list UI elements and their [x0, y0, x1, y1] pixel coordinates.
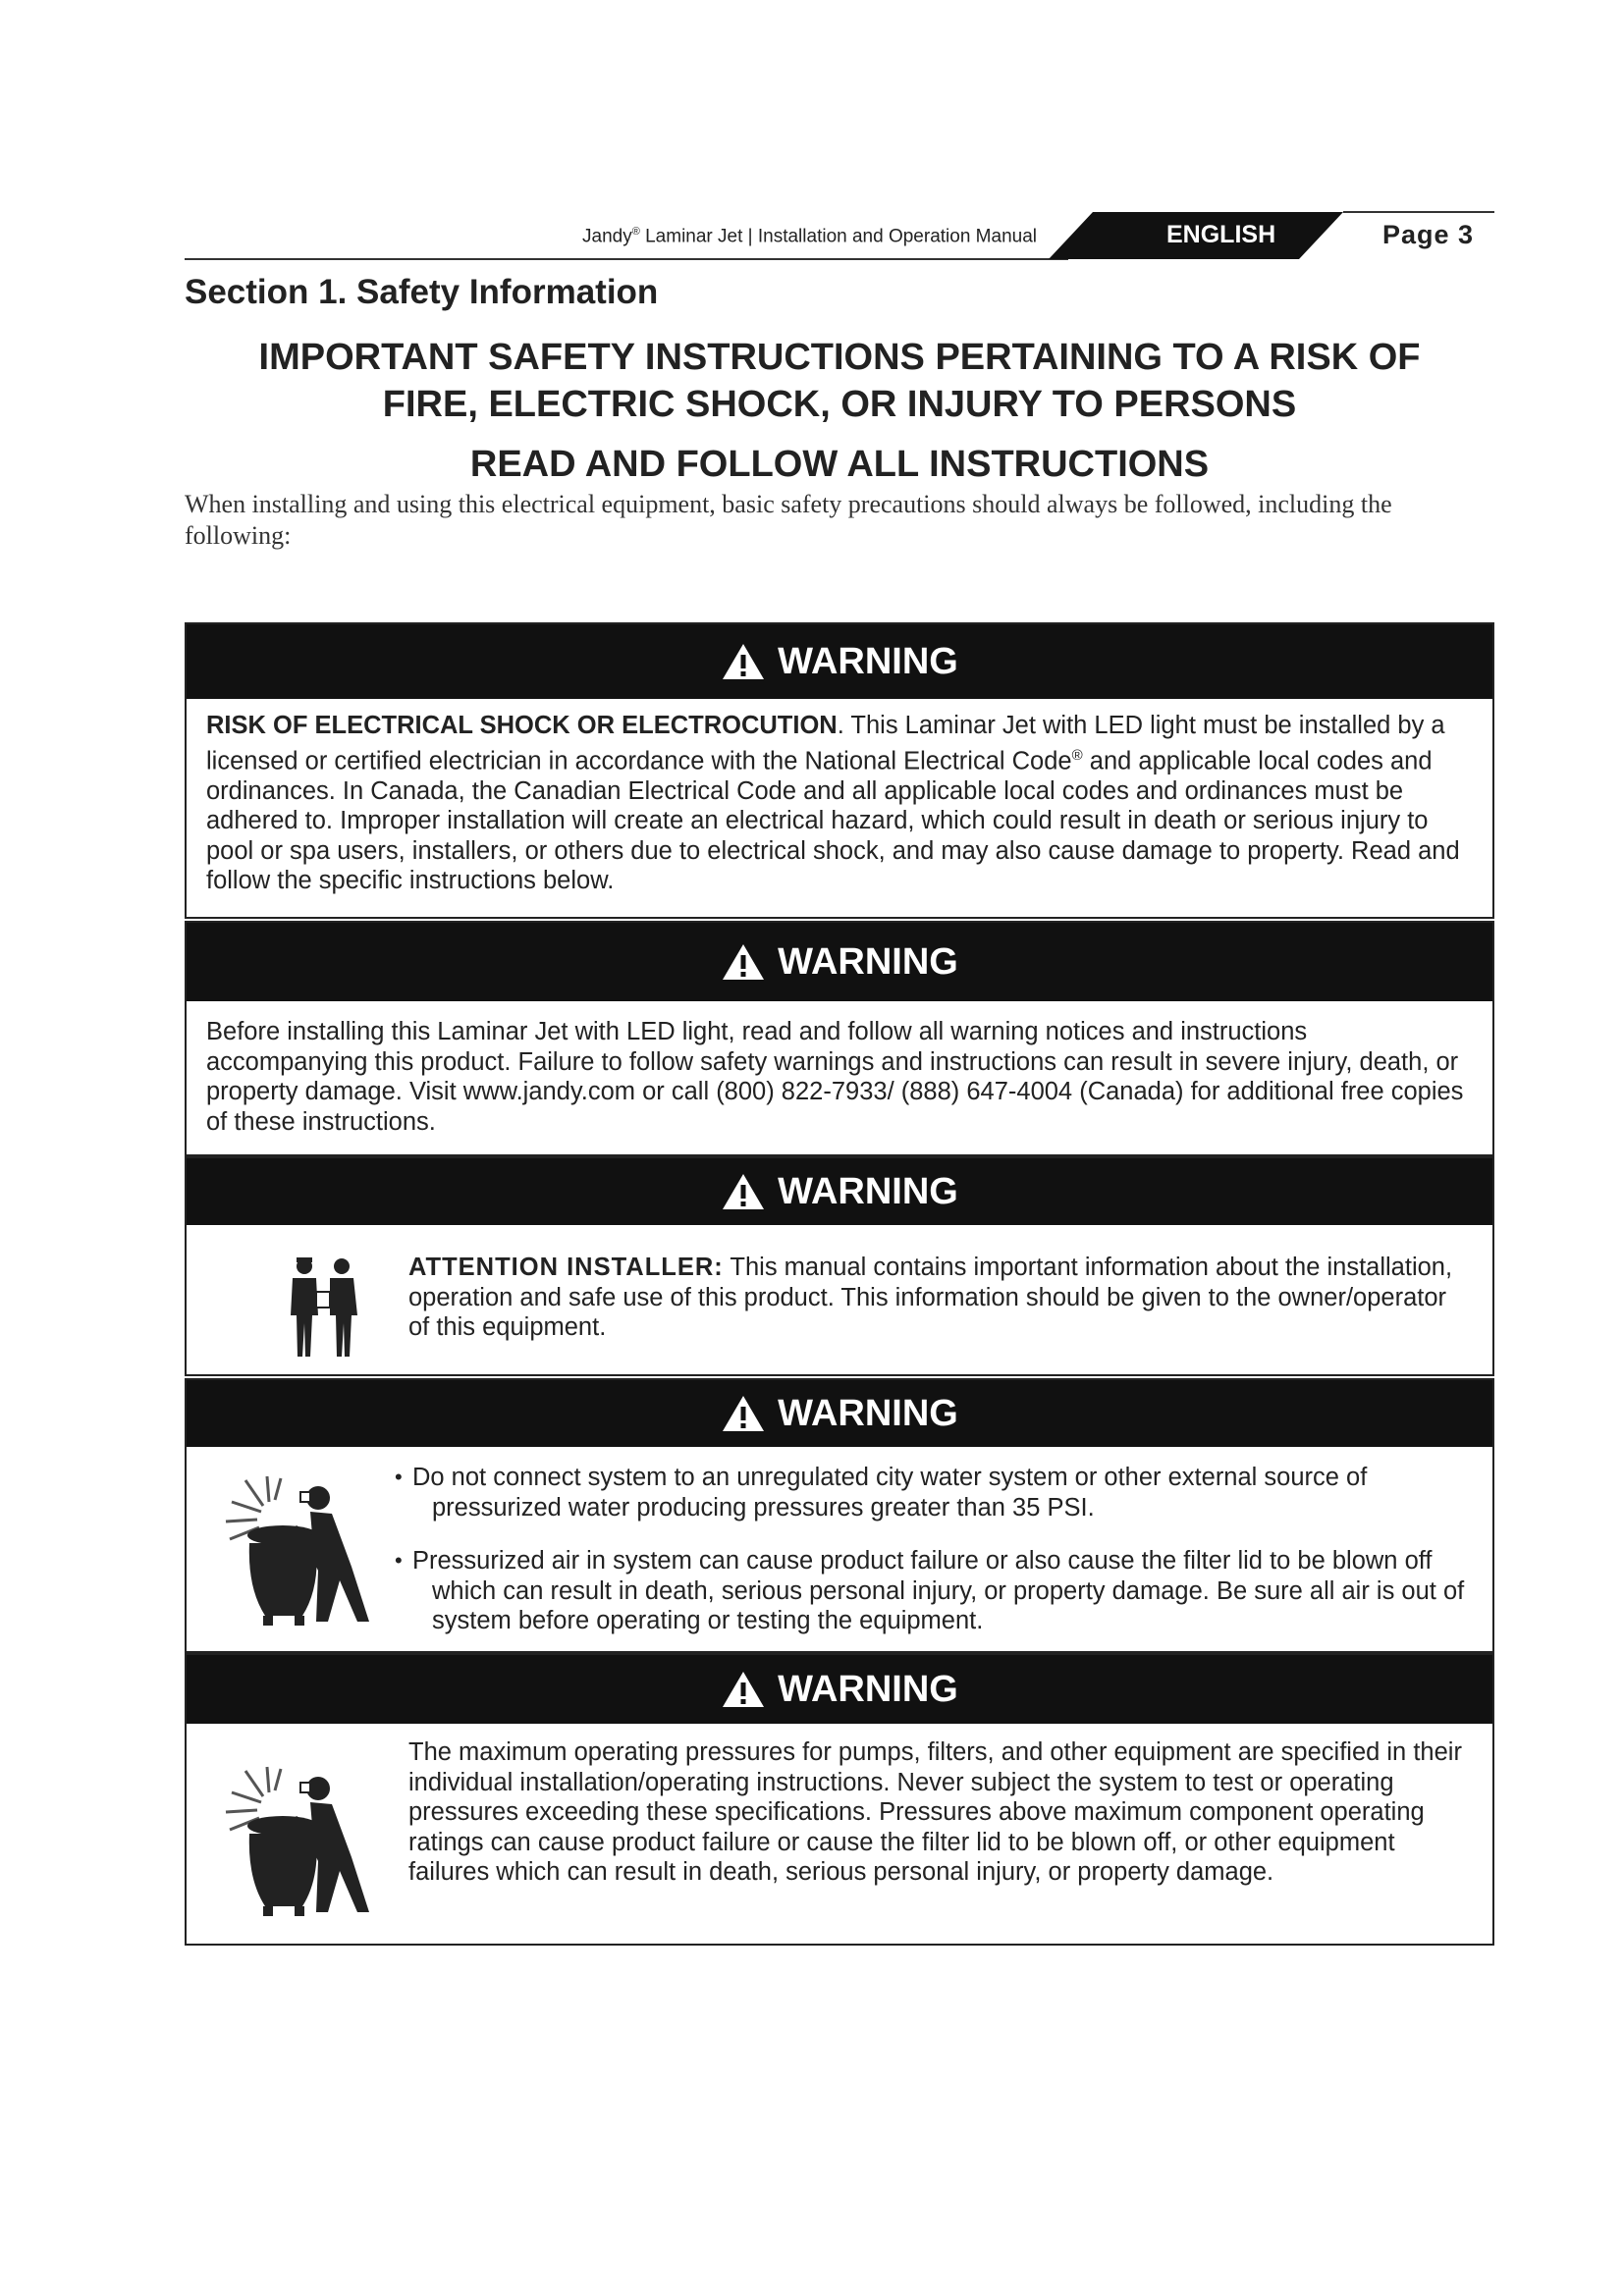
main-title [185, 334, 1494, 428]
warning-box-pressurized-water [185, 1378, 1494, 1653]
warning-box-max-pressure [185, 1653, 1494, 1946]
intro-paragraph: When installing and using this electrical equipment, basic safety precautions should always be followed, including the following: [185, 490, 1392, 550]
language-label: ENGLISH [1166, 221, 1276, 248]
warning-triangle-icon [721, 1394, 766, 1433]
warning-lead: RISK OF ELECTRICAL SHOCK OR ELECTROCUTION [206, 712, 838, 739]
warning-text-part-a: . This Laminar Jet with LED light must be installed by a licensed or certified electrician in accordance with the National Electrical Code [206, 712, 1445, 774]
warning-bullet-item: • Do not connect system to an unregulated city water system or other external source of pressurized water producing pressures greater than 35 PSI. [393, 1463, 1473, 1522]
header-manual-title [582, 226, 1037, 247]
warning-box-read-instructions [185, 921, 1494, 1156]
header-brand-mark: ® [631, 226, 640, 238]
warning-label: WARNING [778, 1668, 958, 1710]
warning-text: Before installing this Laminar Jet with LED light, read and follow all warning notices and instructions accompanying this product. Failure to follow safety warnings and instructions can result in severe injury, death, or property damage. Visit www.jandy.com or call (800) 822-7933/ (888) 647-4004 (Canada) for additional free copies of these instructions. [206, 1018, 1464, 1136]
header-brand: Jandy [582, 226, 632, 247]
main-title-line-1: IMPORTANT SAFETY INSTRUCTIONS PERTAINING TO A RISK OF [258, 337, 1421, 378]
warning-label: WARNING [778, 640, 958, 682]
section-title: Section 1. Safety Information [185, 273, 659, 311]
warning-header [187, 1380, 1492, 1447]
warning-label: WARNING [778, 940, 958, 983]
warning-box-electrical [185, 622, 1494, 919]
installer-people-icon [285, 1255, 363, 1362]
warning-header [187, 923, 1492, 1001]
header-product-line: Laminar Jet | Installation and Operation Manual [639, 226, 1037, 247]
warning-header [187, 1655, 1492, 1724]
warning-header [187, 1158, 1492, 1225]
warning-lead: ATTENTION INSTALLER: [408, 1254, 724, 1281]
warning-triangle-icon [721, 1670, 766, 1709]
warning-label: WARNING [778, 1392, 958, 1434]
warning-triangle-icon [721, 1172, 766, 1211]
header-rule [185, 258, 1068, 260]
warning-text-part-b: and applicable local codes and ordinances. In Canada, the Canadian Electrical Code and all applicable local codes and ordinances must be adhered to. Improper installation will create an electrical hazard, which could result in death or serious injury to pool or spa users, installers, or others due to electrical shock, and may also cause damage to property. Read and follow the specific instructions below. [206, 747, 1460, 894]
filter-lid-blowoff-icon [222, 1763, 389, 1920]
warning-text [187, 624, 1492, 896]
warning-box-attention-installer [185, 1156, 1494, 1376]
warning-triangle-icon [721, 942, 766, 982]
warning-text [408, 1253, 1453, 1343]
warning-text: The maximum operating pressures for pumps, filters, and other equipment are specified in their individual installation/operating instructions. Never subject the system to test or operating pressures exceeding these specifications. Pressures above maximum component operating ratings can cause product failure or cause the filter lid to be blown off, or other equipment failures which can result in death, serious personal injury, or property damage. [408, 1738, 1462, 1886]
page-number: Page 3 [1382, 220, 1475, 249]
filter-lid-blowoff-icon [222, 1472, 389, 1629]
warning-bullet-list [393, 1463, 1473, 1660]
page-rule [1343, 211, 1494, 213]
registered-mark: ® [1071, 746, 1083, 764]
read-instructions-title: READ AND FOLLOW ALL INSTRUCTIONS [469, 444, 1210, 485]
warning-text-body: This manual contains important information about the installation, operation and safe use of this product. This information should be given to the owner/operator of this equipment. [408, 1254, 1453, 1341]
warning-label: WARNING [778, 1170, 958, 1212]
main-title-line-2: FIRE, ELECTRIC SHOCK, OR INJURY TO PERSONS [382, 384, 1297, 425]
warning-bullet-item: • Pressurized air in system can cause product failure or also cause the filter lid to be blown off which can result in death, serious personal injury, or property damage. Be sure all air is out of system before operating or testing the equipment. [393, 1546, 1473, 1636]
page-header [185, 208, 1494, 263]
